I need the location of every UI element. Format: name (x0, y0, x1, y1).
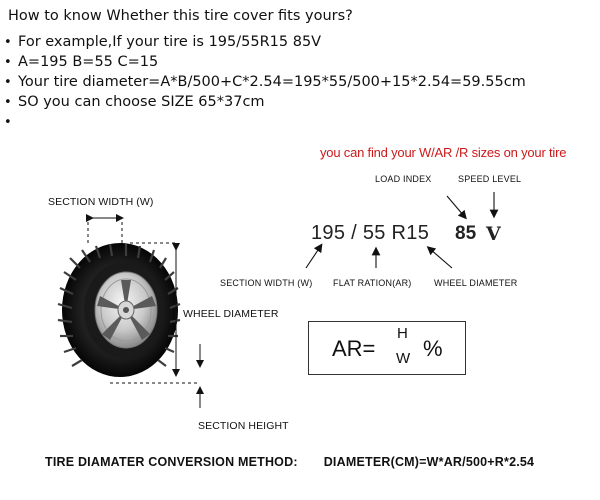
section-width-label: SECTION WIDTH (W) (48, 196, 154, 208)
load-index-value: 85 (455, 223, 477, 244)
formula-numerator: H (397, 325, 408, 342)
bullet-icon: • (4, 75, 12, 90)
intro-heading: How to know Whether this tire cover fits yours? (8, 8, 353, 24)
bullet-icon: • (4, 95, 12, 110)
bullet-icon: • (4, 35, 12, 50)
sidewall-section-width-label: SECTION WIDTH (W) (220, 278, 313, 288)
load-index-label: LOAD INDEX (375, 174, 432, 184)
formula-lhs: AR= (332, 336, 376, 361)
flat-ration-label: FLAT RATION(AR) (333, 278, 412, 288)
sidewall-wheel-diameter-label: WHEEL DIAMETER (434, 278, 518, 288)
bullet-text: Your tire diameter=A*B/500+C*2.54=195*55/500+15*2.54=59.55cm (18, 74, 526, 90)
wheel-diameter-label: WHEEL DIAMETER (183, 308, 279, 320)
conversion-method-formula: DIAMETER(CM)=W*AR/500+R*2.54 (323, 455, 535, 469)
conversion-method-label: TIRE DIAMATER CONVERSION METHOD: (45, 455, 298, 469)
tire-icon (58, 243, 180, 377)
bullet-icon: • (4, 115, 12, 130)
section-height-dimension (110, 383, 200, 408)
find-sizes-note: you can find your W/AR /R sizes on your tire (320, 145, 567, 160)
speed-level-value: V (486, 223, 501, 245)
bullet-text: For example,If your tire is 195/55R15 85V (18, 34, 322, 50)
conversion-method (45, 455, 534, 469)
formula-suffix: % (423, 336, 443, 361)
bullet-icon: • (4, 55, 12, 70)
size-code: 195 / 55 R15 (311, 222, 430, 244)
section-width-dimension (88, 218, 122, 246)
section-height-label: SECTION HEIGHT (198, 420, 289, 432)
bullet-text: SO you can choose SIZE 65*37cm (18, 94, 265, 110)
bullet-text: A=195 B=55 C=15 (18, 54, 159, 70)
speed-level-label: SPEED LEVEL (458, 174, 522, 184)
formula-denominator: W (396, 350, 411, 367)
